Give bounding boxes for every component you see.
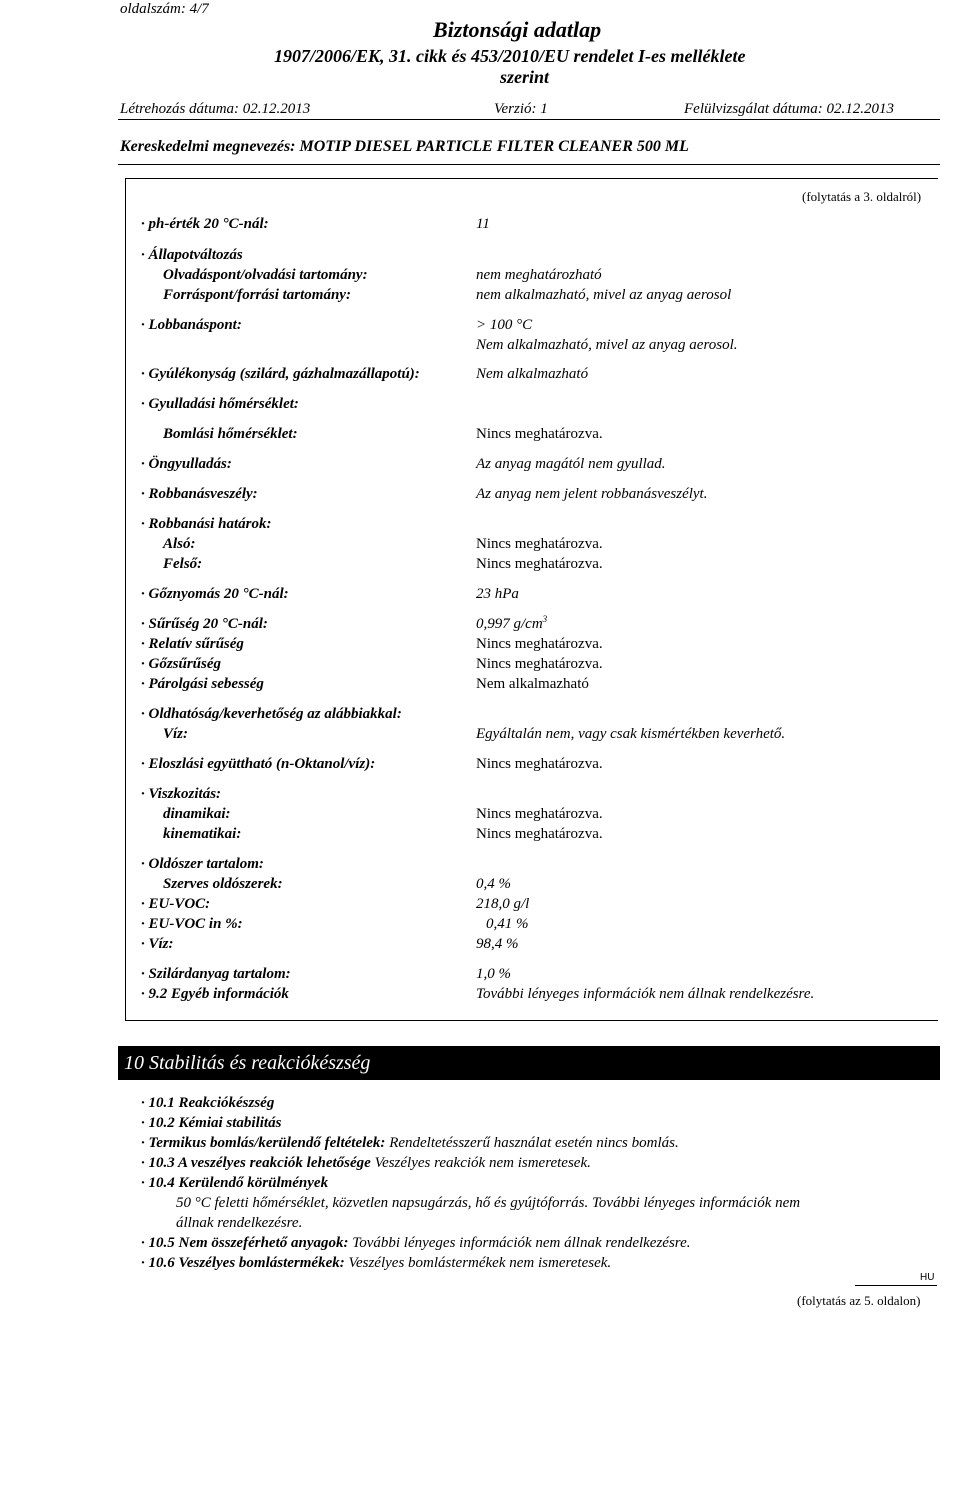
footer-rule: [855, 1285, 937, 1286]
lower-limit-label: Alsó:: [163, 536, 196, 552]
relative-density-value: Nincs meghatározva.: [476, 636, 603, 652]
document-subtitle: 1907/2006/EK, 31. cikk és 453/2010/EU rendelet I-es melléklete: [274, 46, 746, 66]
ph-label: · ph-érték 20 °C-nál:: [141, 216, 269, 232]
vapour-density-label: · Gőzsűrűség: [141, 656, 222, 672]
density-exponent: 3: [542, 614, 548, 624]
other-info-value: További lényeges információk nem állnak rendelkezésre.: [476, 986, 815, 1002]
decomp-label: Bomlási hőmérséklet:: [163, 426, 298, 442]
density-label: · Sűrűség 20 °C-nál:: [141, 616, 268, 632]
flash-label: · Lobbanáspont:: [141, 317, 242, 333]
kinematic-viscosity-value: Nincs meghatározva.: [476, 826, 603, 842]
reactivity-label: · 10.1 Reakciókészség: [141, 1095, 275, 1111]
density-number: 0,997 g/cm: [476, 616, 543, 632]
header-rule: [118, 119, 940, 120]
hazardous-reactions-line: [141, 1154, 591, 1172]
eu-voc-label: · EU-VOC:: [141, 896, 211, 912]
explosion-label: · Robbanásveszély:: [141, 486, 258, 502]
water-content-label: · Víz:: [141, 936, 174, 952]
section-10-heading: 10 Stabilitás és reakciókészség: [118, 1046, 940, 1080]
flash-value: > 100 °C: [476, 317, 533, 333]
kinematic-viscosity-label: kinematikai:: [163, 826, 242, 842]
conditions-to-avoid-label: · 10.4 Kerülendő körülmények: [141, 1175, 329, 1191]
density-value: [476, 615, 547, 633]
incompatible-materials-value: További lényeges információk nem állnak rendelkezésre.: [352, 1235, 691, 1251]
state-change-label: · Állapotváltozás: [141, 247, 243, 263]
explosion-value: Az anyag nem jelent robbanásveszélyt.: [476, 486, 708, 502]
eu-voc-pct-value: 0,41 %: [486, 916, 529, 932]
melting-label: Olvadáspont/olvadási tartomány:: [163, 267, 368, 283]
incompatible-materials-label: · 10.5 Nem összeférhető anyagok:: [141, 1235, 349, 1251]
trade-name: Kereskedelmi megnevezés: MOTIP DIESEL PARTICLE FILTER CLEANER 500 ML: [120, 138, 689, 155]
decomposition-products-value: Veszélyes bomlástermékek nem ismeretesek.: [348, 1255, 612, 1271]
viscosity-label: · Viszkozitás:: [141, 786, 222, 802]
solubility-water-value: Egyáltalán nem, vagy csak kismértékben keverhető.: [476, 726, 786, 742]
chemical-stability-label: · 10.2 Kémiai stabilitás: [141, 1115, 282, 1131]
properties-box-border: [125, 178, 126, 1021]
melting-value: nem meghatározható: [476, 267, 602, 283]
boiling-value: nem alkalmazható, mivel az anyag aerosol: [476, 287, 732, 303]
eu-voc-pct-label: · EU-VOC in %:: [141, 916, 243, 932]
language-code: HU: [920, 1272, 935, 1283]
created-date: Létrehozás dátuma: 02.12.2013: [120, 101, 311, 117]
page-number: oldalszám: 4/7: [120, 1, 209, 17]
relative-density-label: · Relatív sűrűség: [141, 636, 244, 652]
partition-value: Nincs meghatározva.: [476, 756, 603, 772]
continued-from: (folytatás a 3. oldalról): [802, 189, 922, 204]
conditions-to-avoid-text: 50 °C feletti hőmérséklet, közvetlen napsugárzás, hő és gyújtóforrás. További lényeges információk nem: [176, 1195, 801, 1211]
thermal-decomp-value: Rendeltetésszerű használat esetén nincs bomlás.: [389, 1135, 679, 1151]
solvent-content-label: · Oldószer tartalom:: [141, 856, 264, 872]
decomp-value: Nincs meghatározva.: [476, 426, 603, 442]
incompatible-materials-line: [141, 1234, 690, 1252]
evaporation-label: · Párolgási sebesség: [141, 676, 264, 692]
properties-box-top: [125, 178, 938, 179]
solubility-water-label: Víz:: [163, 726, 189, 742]
properties-box-bottom: [125, 1020, 938, 1021]
flammability-value: Nem alkalmazható: [476, 366, 589, 382]
decomposition-products-label: · 10.6 Veszélyes bomlástermékek:: [141, 1255, 345, 1271]
solids-content-label: · Szilárdanyag tartalom:: [141, 966, 291, 982]
solids-content-value: 1,0 %: [476, 966, 511, 982]
vapour-density-value: Nincs meghatározva.: [476, 656, 603, 672]
document-subtitle-2: szerint: [500, 67, 550, 87]
version: Verzió: 1: [494, 101, 548, 117]
eu-voc-value: 218,0 g/l: [476, 896, 530, 912]
upper-limit-label: Felső:: [163, 556, 203, 572]
ignition-temp-label: · Gyulladási hőmérséklet:: [141, 396, 299, 412]
thermal-decomp-line: [141, 1134, 679, 1152]
partition-label: · Eloszlási együttható (n-Oktanol/víz):: [141, 756, 376, 772]
flammability-label: · Gyúlékonyság (szilárd, gázhalmazállapotú):: [141, 366, 420, 382]
lower-limit-value: Nincs meghatározva.: [476, 536, 603, 552]
other-info-label: · 9.2 Egyéb információk: [141, 986, 289, 1002]
autoignition-value: Az anyag magától nem gyullad.: [476, 456, 666, 472]
thermal-decomp-label: · Termikus bomlás/kerülendő feltételek:: [141, 1135, 386, 1151]
document-title: Biztonsági adatlap: [433, 17, 602, 42]
ph-value: 11: [476, 216, 490, 232]
upper-limit-value: Nincs meghatározva.: [476, 556, 603, 572]
revision-date: Felülvizsgálat dátuma: 02.12.2013: [684, 101, 894, 117]
explosion-limits-label: · Robbanási határok:: [141, 516, 272, 532]
dynamic-viscosity-label: dinamikai:: [163, 806, 231, 822]
dynamic-viscosity-value: Nincs meghatározva.: [476, 806, 603, 822]
organic-solvents-value: 0,4 %: [476, 876, 511, 892]
evaporation-value: Nem alkalmazható: [476, 676, 589, 692]
vapour-pressure-value: 23 hPa: [476, 586, 519, 602]
hazardous-reactions-label: · 10.3 A veszélyes reakciók lehetősége: [141, 1155, 371, 1171]
decomposition-products-line: [141, 1254, 611, 1272]
autoignition-label: · Öngyulladás:: [141, 456, 232, 472]
organic-solvents-label: Szerves oldószerek:: [163, 876, 283, 892]
trade-name-rule: [118, 164, 940, 165]
flash-value-note: Nem alkalmazható, mivel az anyag aerosol.: [476, 337, 738, 353]
vapour-pressure-label: · Gőznyomás 20 °C-nál:: [141, 586, 289, 602]
continued-to: (folytatás az 5. oldalon): [797, 1293, 921, 1308]
water-content-value: 98,4 %: [476, 936, 519, 952]
solubility-label: · Oldhatóság/keverhetőség az alábbiakkal:: [141, 706, 402, 722]
conditions-to-avoid-text-2: állnak rendelkezésre.: [176, 1215, 303, 1231]
hazardous-reactions-value: Veszélyes reakciók nem ismeretesek.: [374, 1155, 591, 1171]
boiling-label: Forráspont/forrási tartomány:: [163, 287, 351, 303]
